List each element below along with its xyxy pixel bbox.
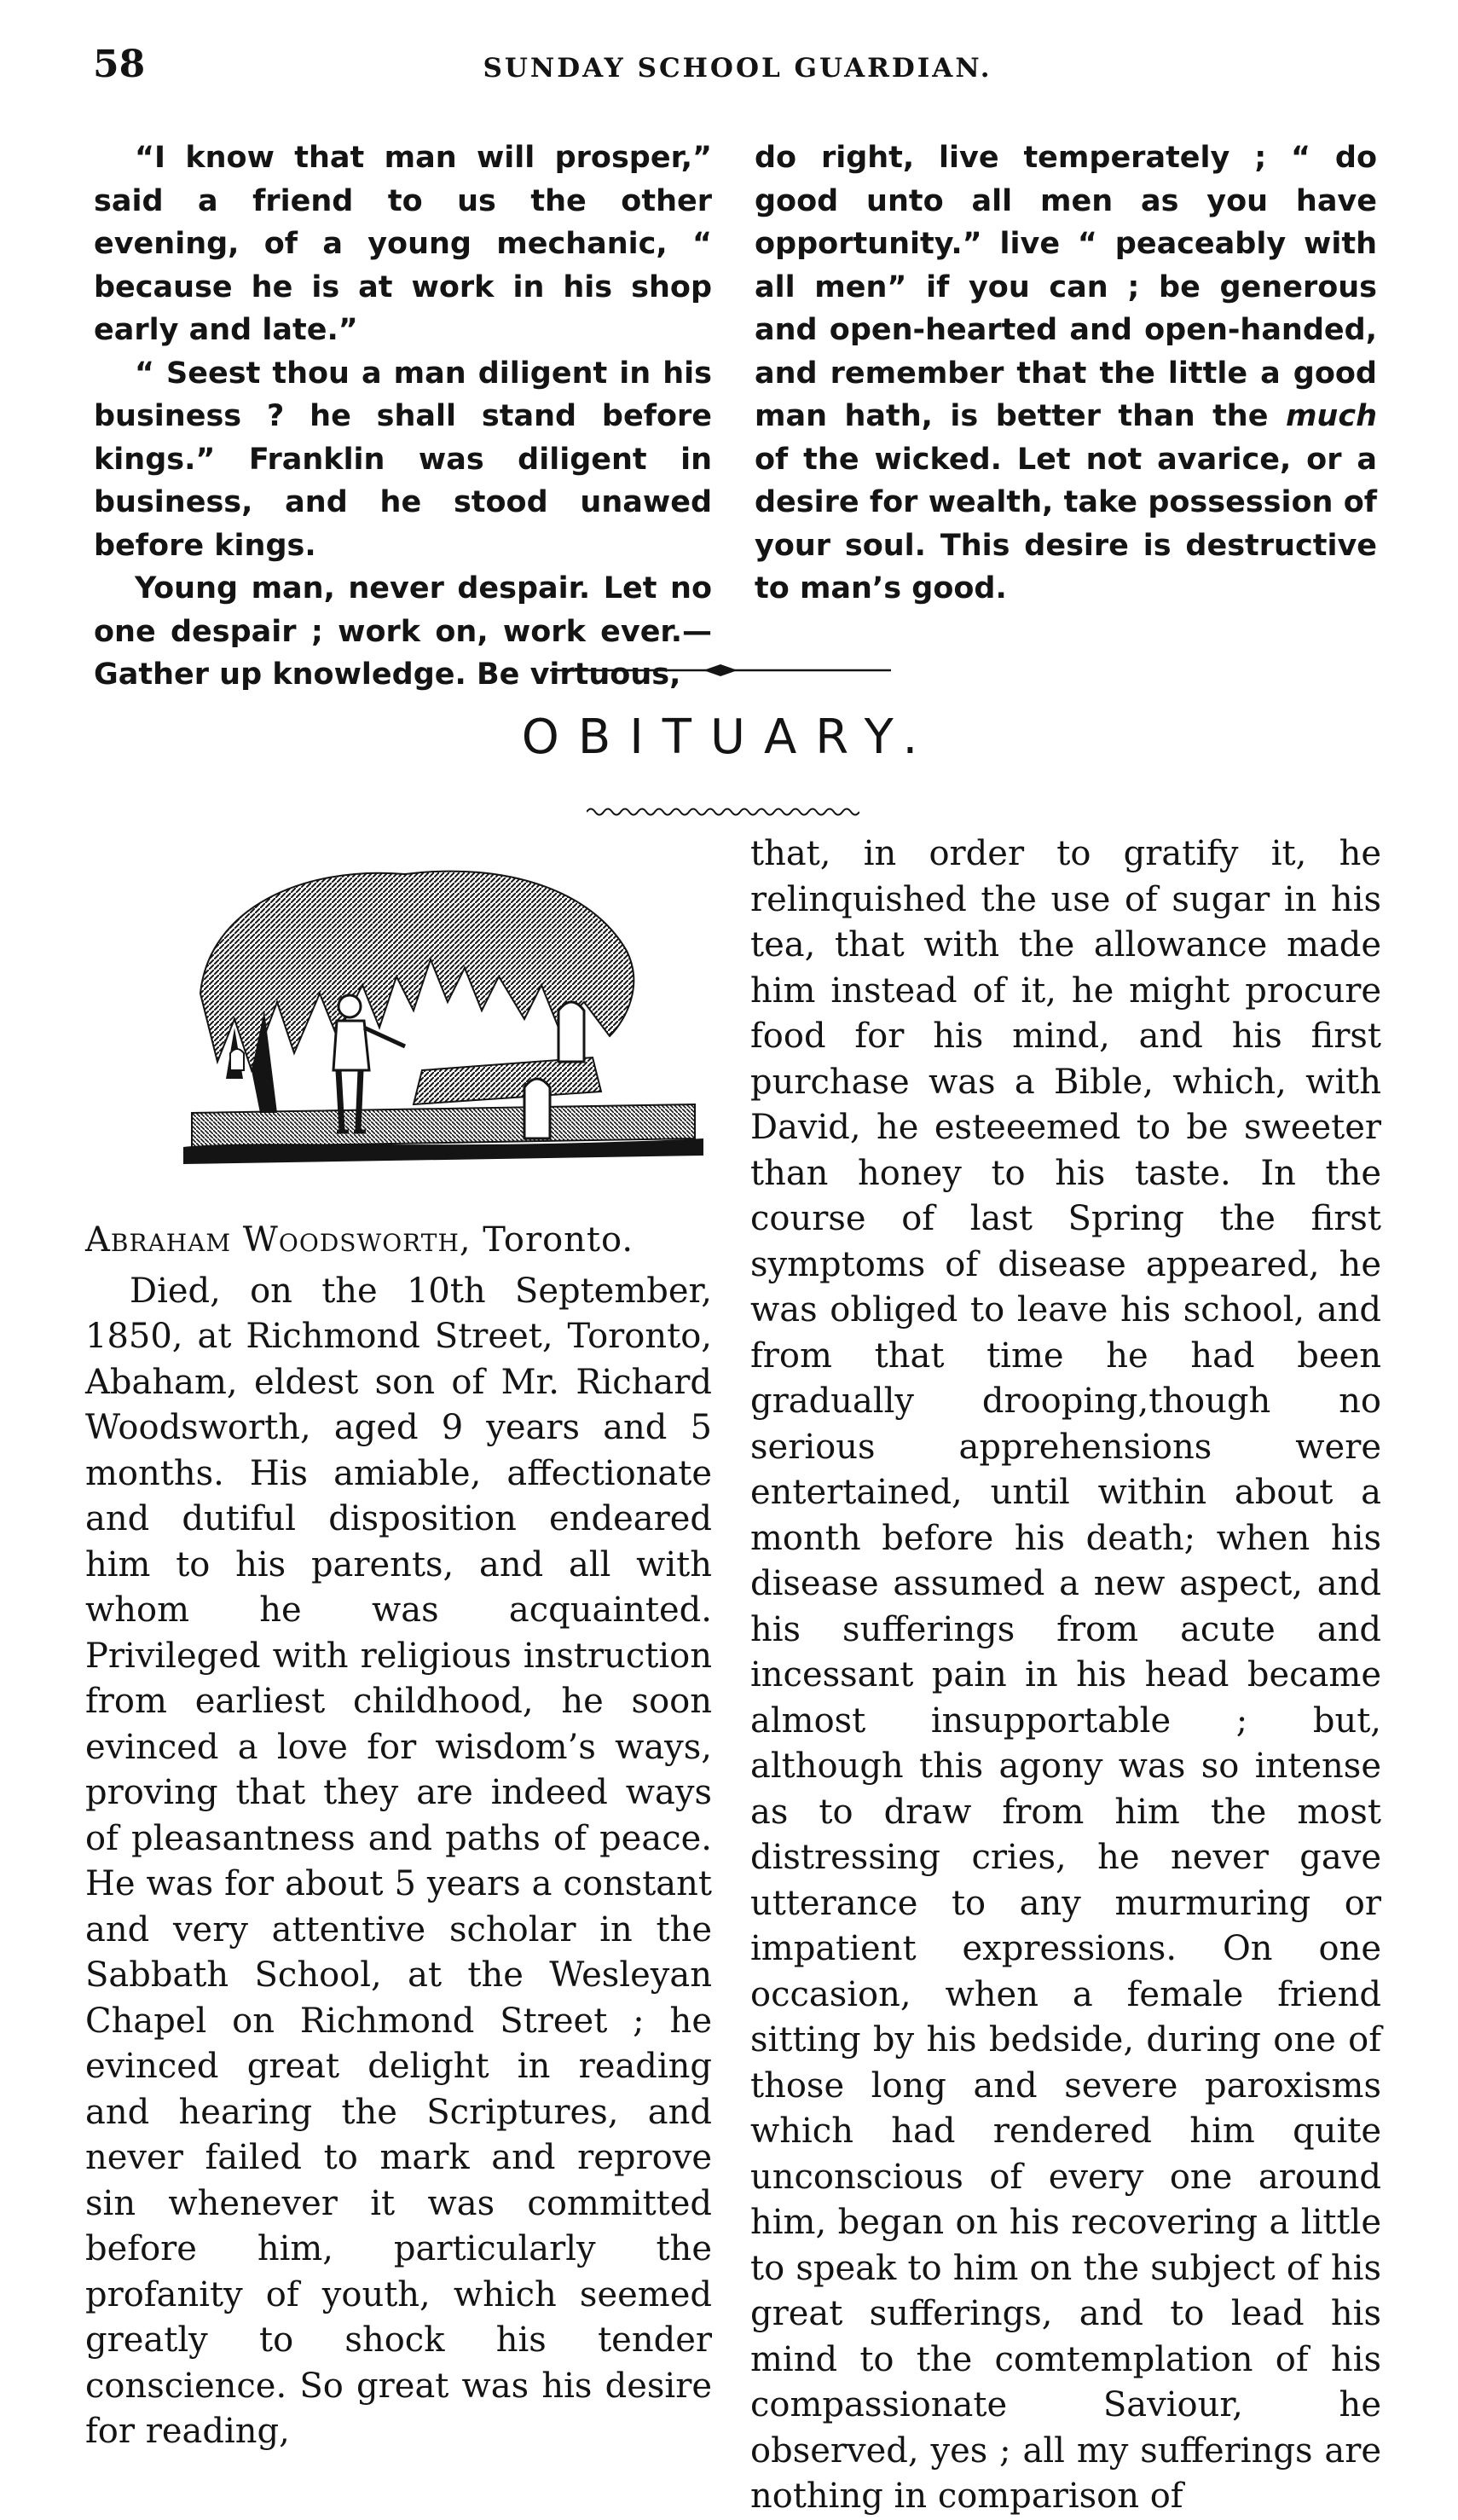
- article-left-column: [94, 136, 712, 697]
- ornamental-divider: [550, 662, 891, 679]
- page-header: [90, 43, 1386, 102]
- running-title: SUNDAY SCHOOL GUARDIAN.: [483, 53, 992, 84]
- wavy-divider: [587, 805, 859, 819]
- obituary-right-column: [750, 831, 1381, 2520]
- article-paragraph: Young man, never despair. Let no one despair ; work on, work ever.— Gather up knowledge. Be virtuous,: [94, 571, 712, 692]
- obituary-left-column: [85, 1218, 712, 2455]
- article-paragraph: “ Seest thou a man diligent in his business ? he shall stand before kings.” Franklin was diligent in business, and he stood unawed before kings.: [94, 356, 712, 563]
- woodcut-illustration: [183, 857, 703, 1207]
- page-number: 58: [93, 43, 146, 86]
- obituary-name-line: [85, 1218, 712, 1264]
- article-paragraph: “I know that man will prosper,” said a friend to us the other evening, of a young mechanic, “ because he is at work in his shop early and late.”: [94, 141, 712, 347]
- section-title: OBITUARY.: [521, 710, 937, 765]
- emphasis-text: much: [1285, 399, 1377, 433]
- article-right-column: [755, 136, 1377, 611]
- obituary-paragraph: Died, on the 10th September, 1850, at Richmond Street, Toronto, Abaham, eldest son of Mr. Richard Woodsworth, aged 9 years and 5 months. His amiable, affectionate and dutiful disposition endeared him to his parents, and all with whom he was acquainted. Privileged with religious instruction from earliest childhood, he soon evinced a love for wisdom’s ways, proving that they are indeed ways of pleasantness and paths of peace. He was for about 5 years a constant and very attentive scholar in the Sabbath School, at the Wesleyan Chapel on Richmond Street ; he evinced great delight in reading and hearing the Scriptures, and never failed to mark and reprove sin whenever it was committed before him, particularly the profanity of youth, which seemed greatly to shock his tender conscience. So great was his desire for reading,: [85, 1271, 712, 2451]
- obituary-paragraph: that, in order to gratify it, he relinquished the use of sugar in his tea, that with the allowance made him instead of it, he might procure food for his mind, and his first purchase was a Bible, which, with David, he esteeemed to be sweeter than honey to his taste. In the course of last Spring the first symptoms of disease appeared, he was obliged to leave his school, and from that time he had been gradually drooping,though no serious apprehensions were entertained, until within about a month before his death; when his disease assumed a new aspect, and his sufferings from acute and incessant pain in his head became almost insupportable ; but, although this agony was so intense as to draw from him the most distressing cries, he never gave utterance to any murmuring or impatient expressions. On one occasion, when a female friend sitting by his bedside, during one of those long and severe paroxisms which had rendered him quite unconscious of every one around him, began on his recovering a little to speak to him on the subject of his great sufferings, and to lead his mind to the comtemplation of his compassionate Saviour, he observed, yes ; all my sufferings are nothing in comparison of: [750, 834, 1381, 2516]
- deceased-place: Toronto.: [471, 1220, 634, 1260]
- article-paragraph: [755, 136, 1377, 611]
- article-text: do right, live temperately ; “ do good unto all men as you have opportunity.” live “ peaceably with all men” if you can ; be generous and open-hearted and open-handed, and remember that the little a good man hath, is better than the: [755, 141, 1377, 433]
- article-text: of the wicked. Let not avarice, or a desire for wealth, take possession of your soul. This desire is destructive to man’s good.: [755, 442, 1377, 605]
- deceased-name: Abraham Woodsworth,: [85, 1220, 472, 1260]
